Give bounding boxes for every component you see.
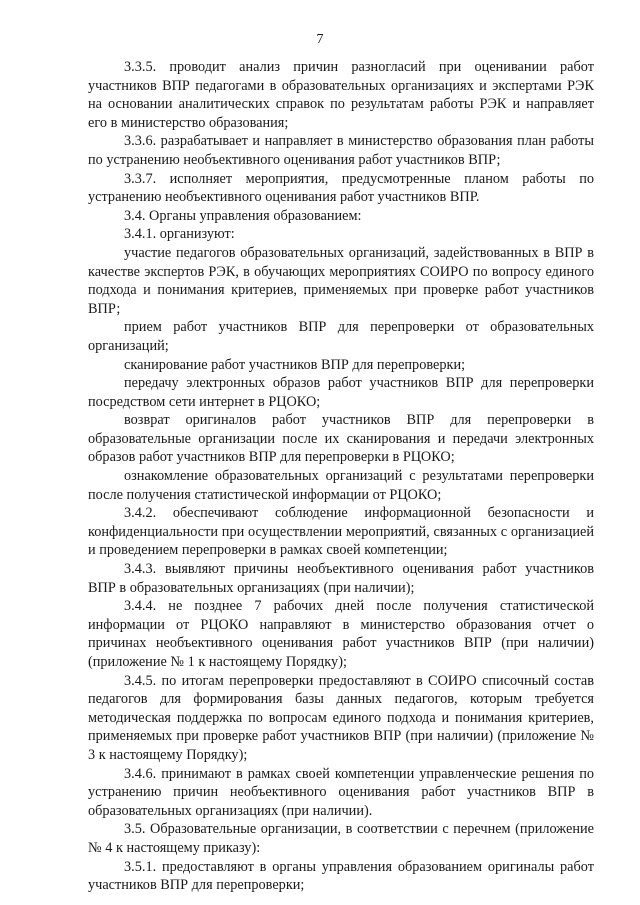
section-heading-3-4: 3.4. Органы управления образованием: [124, 207, 362, 224]
list-item-familiarization: ознакомление образовательных организаций с результатами перепроверки после получения статистической информации от РЦОКО; [88, 468, 594, 503]
list-item-reception: прием работ участников ВПР для перепроверки от образовательных организаций; [88, 319, 594, 354]
paragraph-3-4-4: 3.4.4. не позднее 7 рабочих дней после получения статистической информации от РЦОКО направляют в министерство образования отчет о причинах необъективного оценивания работ участников ВПР (при наличии) (приложение № 1 к настоящему Порядку); [88, 598, 594, 670]
paragraph-3-4-5: 3.4.5. по итогам перепроверки предоставляют в СОИРО списочный состав педагогов для формирования базы данных педагогов, которым требуется методическая поддержка по вопросам единого подхода и понимания критериев, применяемых при проверке работ участников ВПР (при наличии) (приложение № 3 к настоящему Порядку); [88, 672, 594, 763]
paragraph-3-4-3: 3.4.3. выявляют причины необъективного оценивания работ участников ВПР в образовательных организациях (при наличии); [88, 561, 594, 596]
page-number: 7 [316, 32, 324, 47]
list-item-return: возврат оригиналов работ участников ВПР для перепроверки в образовательные организации после их сканирования и передачи электронных образов работ участников ВПР для перепроверки в РЦОКО; [88, 412, 594, 466]
paragraph-3-4-1: 3.4.1. организуют: [124, 226, 235, 243]
paragraph-3-4-6: 3.4.6. принимают в рамках своей компетенции управленческие решения по устранению причин необъективного оценивания работ участников ВПР в образовательных организациях (при наличии). [88, 765, 594, 819]
paragraph-3-3-5: 3.3.5. проводит анализ причин разногласий при оценивании работ участников ВПР педагогами в образовательных организациях и экспертами РЭК на основании аналитических справок по результатам работы РЭК и направляет его в министерство образования; [88, 59, 594, 131]
list-item-training: участие педагогов образовательных организаций, задействованных в ВПР в качестве экспертов РЭК, в обучающих мероприятиях СОИРО по вопросу единого подхода и понимания критериев, применяемых при проверке работ участников ВПР; [88, 244, 594, 317]
list-item-scanning: сканирование работ участников ВПР для перепроверки; [124, 356, 466, 373]
paragraph-3-3-6: 3.3.6. разрабатывает и направляет в министерство образования план работы по устранению необъективного оценивания работ участников ВПР; [88, 133, 594, 168]
paragraph-3-5-1: 3.5.1. предоставляют в органы управления образованием оригиналы работ участников ВПР для перепроверки; [88, 858, 594, 894]
document-body [88, 58, 594, 895]
paragraph-3-4-2: 3.4.2. обеспечивают соблюдение информационной безопасности и конфиденциальности при осуществлении мероприятий, связанных с организацией и проведением перепроверки в рамках своей компетенции; [88, 505, 594, 559]
section-heading-3-5: 3.5. Образовательные организации, в соответствии с перечнем (приложение № 4 к настоящему приказу): [88, 821, 594, 856]
list-item-transfer: передачу электронных образов работ участников ВПР для перепроверки посредством сети интернет в РЦОКО; [88, 375, 594, 410]
paragraph-3-3-7: 3.3.7. исполняет мероприятия, предусмотренные планом работы по устранению необъективного оценивания работ участников ВПР. [88, 170, 594, 206]
